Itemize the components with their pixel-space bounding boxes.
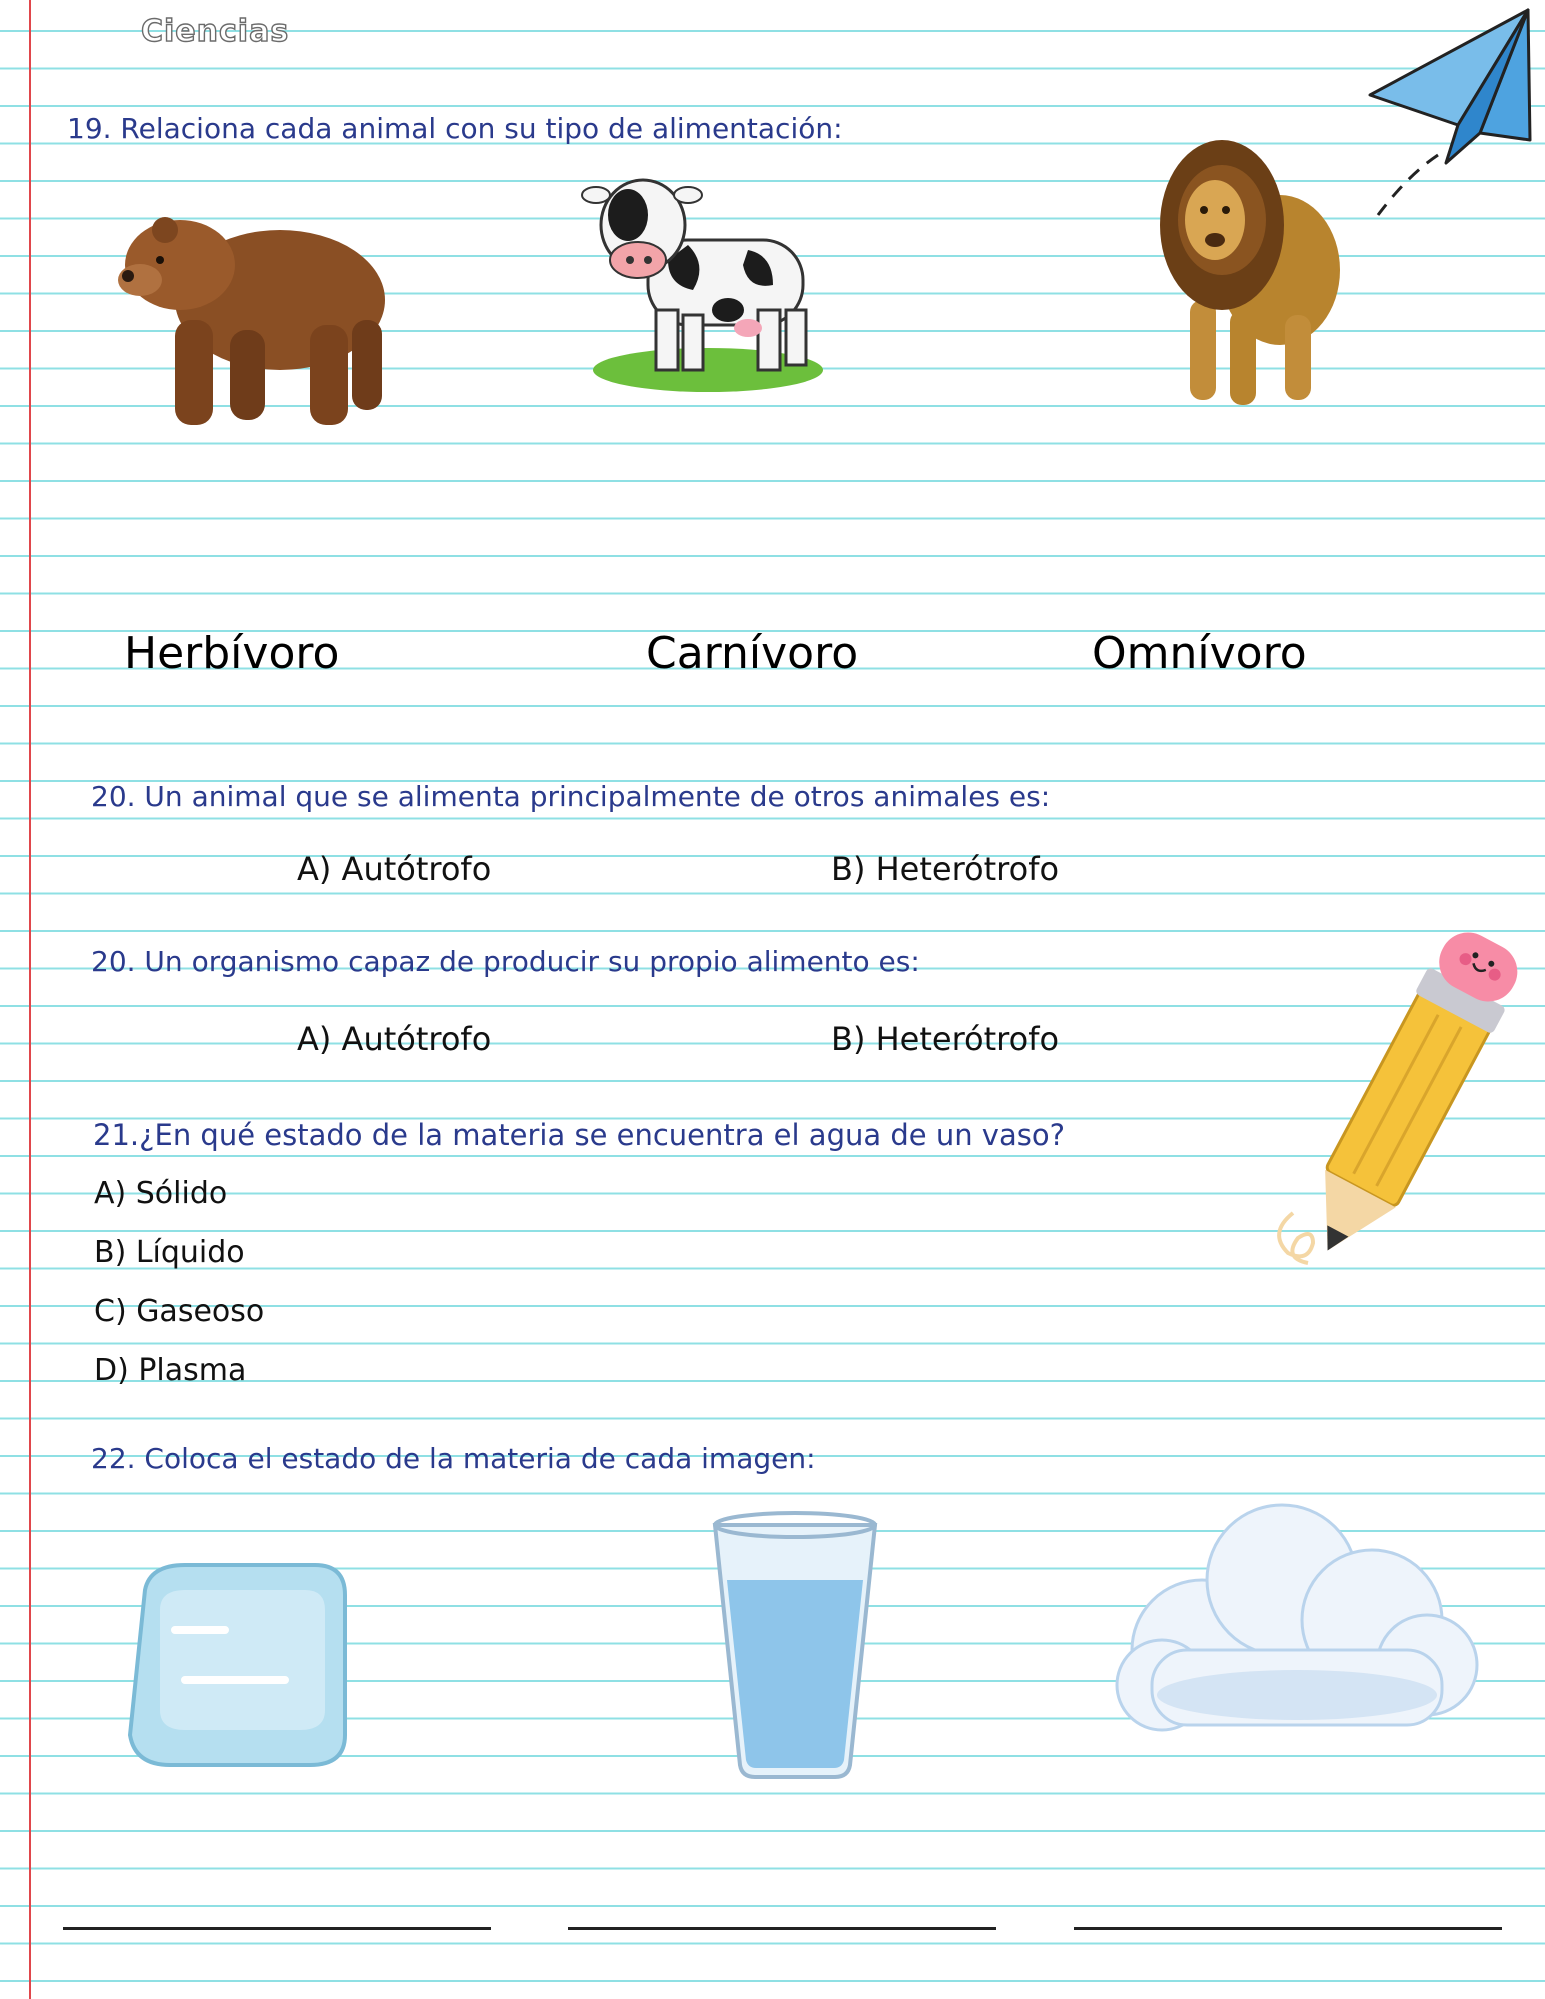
question-20a: 20. Un animal que se alimenta principalmente de otros animales es: (91, 780, 1051, 813)
cloud-image (1112, 1500, 1482, 1740)
category-herbivoro: Herbívoro (124, 628, 340, 679)
q21-option-d: D) Plasma (94, 1353, 247, 1388)
q21-option-a: A) Sólido (94, 1176, 228, 1211)
question-22: 22. Coloca el estado de la materia de cada imagen: (91, 1442, 816, 1475)
q20a-option-b: B) Heterótrofo (831, 850, 1060, 888)
q20b-option-a: A) Autótrofo (297, 1020, 492, 1058)
answer-blank-1[interactable] (63, 1927, 491, 1930)
question-19: 19. Relaciona cada animal con su tipo de alimentación: (67, 112, 843, 145)
pencil-icon (1248, 968, 1523, 1288)
question-20b: 20. Un organismo capaz de producir su propio alimento es: (91, 945, 920, 978)
q21-option-c: C) Gaseoso (94, 1294, 265, 1329)
category-omnivoro: Omnívoro (1092, 628, 1307, 679)
question-21: 21.¿En qué estado de la materia se encuentra el agua de un vaso? (93, 1118, 1065, 1152)
q20a-option-a: A) Autótrofo (297, 850, 492, 888)
cow-image (588, 170, 828, 395)
lion-image (1160, 140, 1340, 410)
bear-image (120, 190, 395, 440)
ice-cube-image (125, 1550, 355, 1775)
glass-of-water-image (710, 1510, 880, 1780)
page-header: Ciencias (141, 14, 290, 49)
paper-plane-icon (1368, 5, 1538, 220)
category-carnivoro: Carnívoro (646, 628, 859, 679)
q21-option-b: B) Líquido (94, 1235, 245, 1270)
notebook-margin-line (29, 0, 31, 1999)
answer-blank-2[interactable] (568, 1927, 996, 1930)
answer-blank-3[interactable] (1074, 1927, 1502, 1930)
q20b-option-b: B) Heterótrofo (831, 1020, 1060, 1058)
